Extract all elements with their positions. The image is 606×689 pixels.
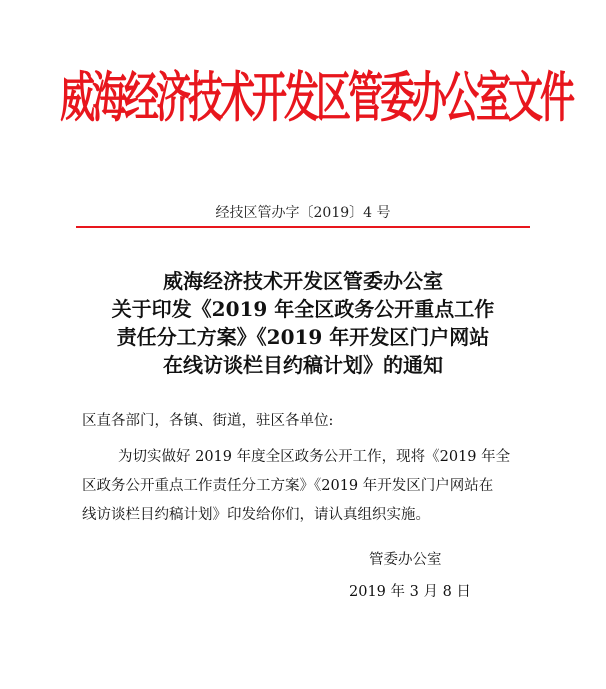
body-line: 为切实做好 2019 年度全区政务公开工作，现将《2019 年全 bbox=[118, 449, 511, 465]
body-line: 区政务公开重点工作责任分工方案》《2019 年开发区门户网站在 bbox=[82, 478, 494, 494]
notice-title-line: 责任分工方案》《2019 年开发区门户网站 bbox=[116, 325, 490, 349]
notice-title-line: 在线访谈栏目约稿计划》的通知 bbox=[163, 353, 443, 377]
red-divider-line bbox=[76, 226, 530, 228]
signature-date: 2019 年 3 月 8 日 bbox=[349, 584, 471, 600]
body-paragraph bbox=[82, 443, 542, 530]
signature-org: 管委办公室 bbox=[369, 552, 442, 568]
notice-title-line: 关于印发《2019 年全区政务公开重点工作 bbox=[111, 297, 495, 321]
document-number: 经技区管办字〔2019〕4 号 bbox=[215, 205, 391, 221]
notice-title-line: 威海经济技术开发区管委办公室 bbox=[163, 269, 443, 293]
addressee: 区直各部门，各镇、街道，驻区各单位: bbox=[82, 413, 334, 429]
document-header-title: 威海经济技术开发区管委办公室文件 bbox=[60, 66, 573, 130]
notice-title bbox=[60, 267, 546, 379]
body-line: 线访谈栏目约稿计划》印发给你们，请认真组织实施。 bbox=[82, 507, 430, 523]
